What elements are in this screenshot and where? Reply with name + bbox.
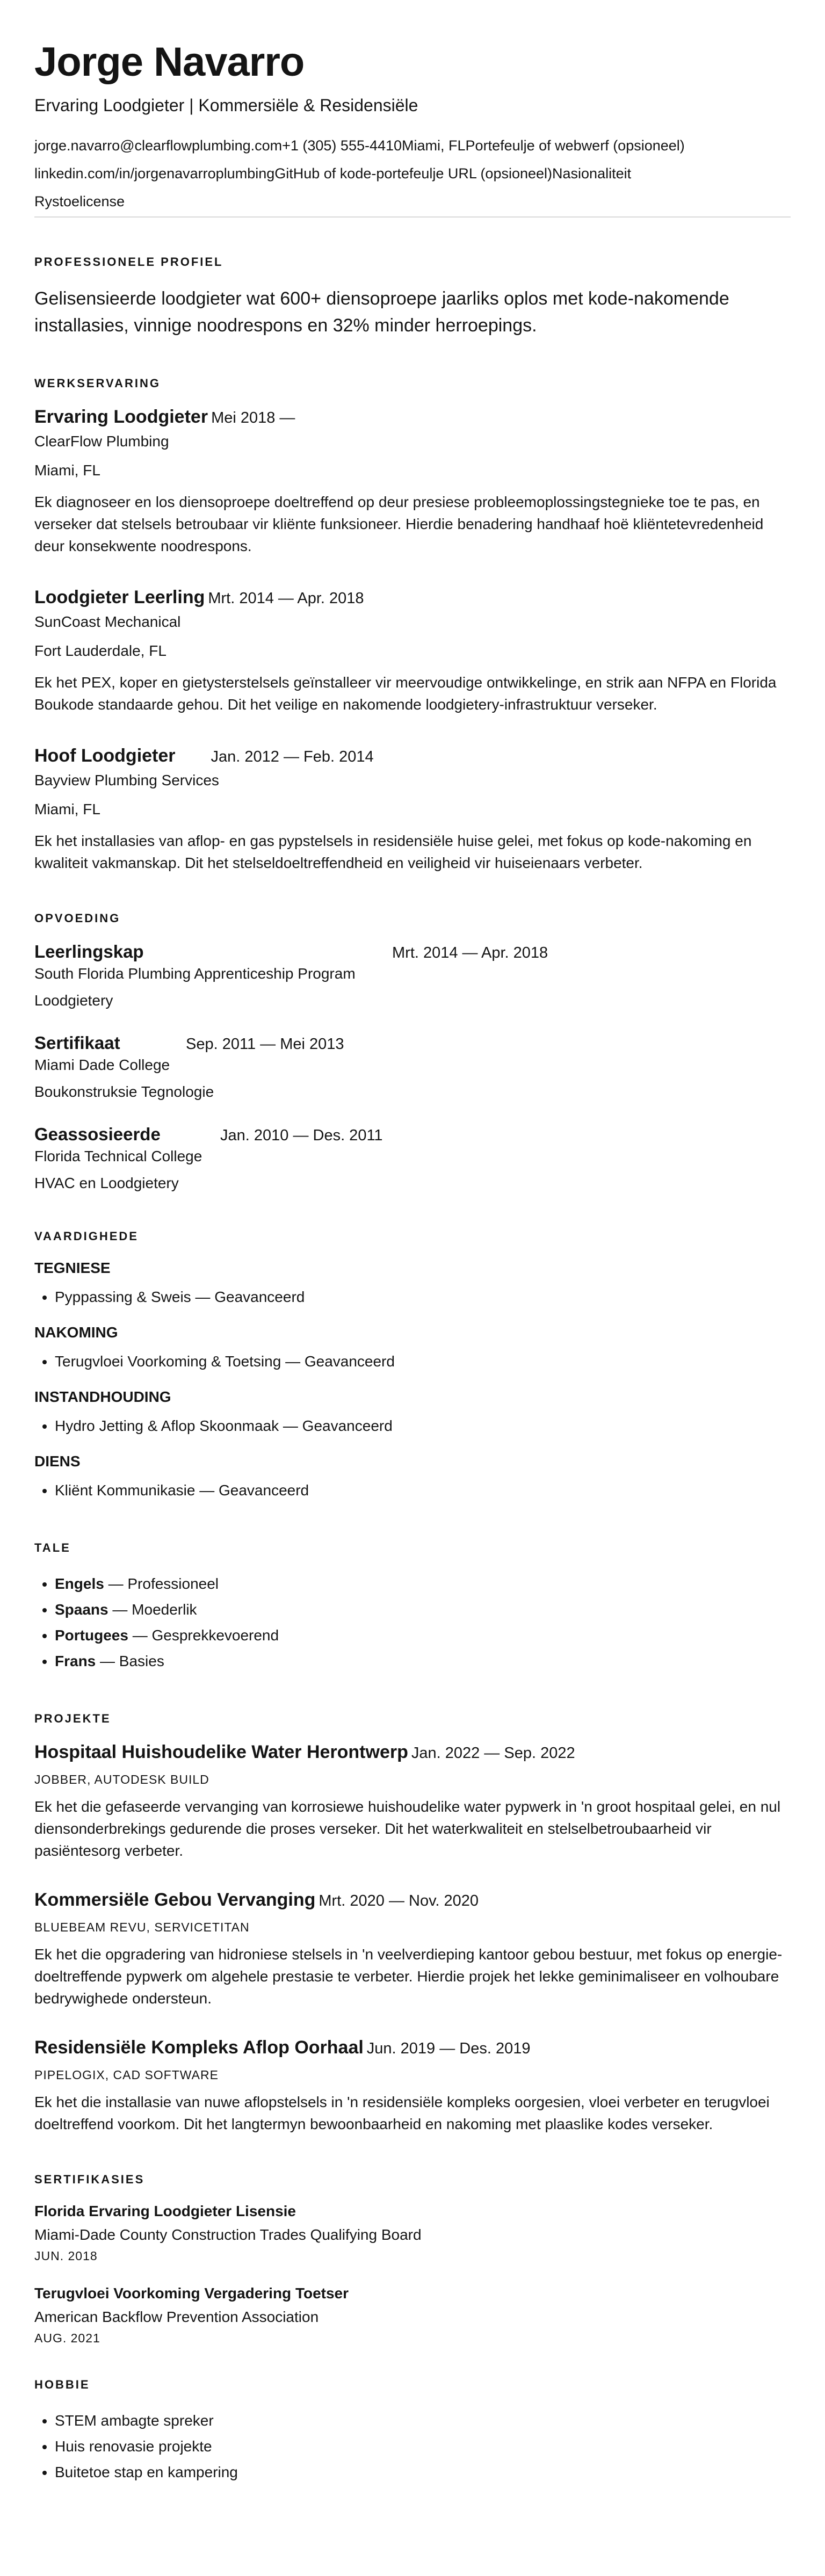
candidate-headline: Ervaring Loodgieter | Kommersiële & Residensiële [34, 95, 418, 115]
job-dates: Jan. 2012 — Feb. 2014 [211, 748, 374, 766]
skills-section [34, 1229, 791, 1503]
job-location: Miami, FL [34, 462, 100, 479]
skill-list [34, 1349, 791, 1374]
job-dates: Mei 2018 — [211, 409, 295, 427]
skill-item: • Kliënt Kommunikasie — Geavanceerd [55, 1478, 791, 1503]
language-item [55, 1623, 791, 1648]
certification-date: AUG. 2021 [34, 2331, 100, 2346]
resume-header [34, 41, 791, 218]
certification-name: Terugvloei Voorkoming Vergadering Toetser [34, 2285, 349, 2302]
skill-category: DIENS [34, 1453, 81, 1470]
field-of-study: Boukonstruksie Tegnologie [34, 1083, 214, 1101]
project-entry [34, 1890, 791, 2009]
job-company: Bayview Plumbing Services [34, 772, 219, 789]
language-name: Frans [55, 1653, 96, 1670]
section-title: TALE [34, 1541, 71, 1555]
language-item [55, 1571, 791, 1597]
education-entry [34, 1033, 791, 1101]
project-dates: Mrt. 2020 — Nov. 2020 [319, 1892, 479, 1910]
project-entry [34, 1742, 791, 1862]
project-name: Kommersiële Gebou Vervanging [34, 1890, 316, 1911]
certification-issuer: American Backflow Prevention Association [34, 2309, 319, 2326]
job-title: Hoof Loodgieter [34, 746, 176, 766]
language-level: — Gesprekkevoerend [128, 1627, 279, 1644]
contact-line-1 [34, 132, 791, 160]
certification-name: Florida Ervaring Loodgieter Lisensie [34, 2203, 296, 2220]
experience-entry [34, 746, 791, 874]
project-description: Ek het die installasie van nuwe aflopstelsels in 'n residensiële kompleks oorgesien, vloei verbeter en terugvloei doeltreffend voorkom. Dit het langtermyn bewoonbaarheid en nakoming met plaaslike kodes verseker. [34, 2094, 770, 2133]
language-name: Spaans [55, 1601, 108, 1618]
section-title: SERTIFIKASIES [34, 2173, 145, 2187]
job-description: Ek diagnoseer en los diensoproepe doeltreffend op deur presiese probleemoplossingstegnieke toe te pas, en verseker dat stelsels betroubaar vir kliënte funksioneer. Hierdie benadering handhaaf hoë kliëntetevredenheid deur konsekwente noodrespons. [34, 494, 764, 555]
section-title: HOBBIE [34, 2378, 90, 2392]
education-entry [34, 1124, 791, 1192]
school-name: South Florida Plumbing Apprenticeship Program [34, 965, 356, 982]
contact-line-2 [34, 160, 791, 187]
degree-title: Leerlingskap [34, 942, 144, 962]
school-name: Miami Dade College [34, 1057, 170, 1074]
hobbies-section [34, 2378, 791, 2485]
experience-section [34, 377, 791, 874]
language-name: Engels [55, 1575, 104, 1593]
education-section [34, 911, 791, 1192]
certification-entry [34, 2285, 791, 2346]
project-name: Residensiële Kompleks Aflop Oorhaal [34, 2037, 364, 2058]
degree-title: Geassosieerde [34, 1124, 161, 1145]
skill-category: INSTANDHOUDING [34, 1388, 171, 1406]
job-location: Miami, FL [34, 801, 100, 818]
section-title: VAARDIGHEDE [34, 1229, 139, 1243]
education-entry [34, 942, 791, 1009]
skill-item: • Terugvloei Voorkoming & Toetsing — Geavanceerd [55, 1349, 791, 1374]
language-level: — Moederlik [108, 1601, 197, 1618]
job-company: ClearFlow Plumbing [34, 433, 169, 450]
experience-entry [34, 407, 791, 557]
experience-entry [34, 587, 791, 715]
contact-github[interactable]: GitHub of kode-portefeulje URL (opsioneel) [274, 165, 553, 182]
contact-nationality: Nasionaliteit [552, 165, 632, 182]
education-dates: Mrt. 2014 — Apr. 2018 [392, 944, 548, 962]
languages-section [34, 1541, 791, 1674]
project-tools: PIPELOGIX, CAD SOFTWARE [34, 2068, 219, 2082]
contact-location: Miami, FL [402, 138, 466, 154]
profile-summary: Gelisensieerde loodgieter wat 600+ diensoproepe jaarliks oplos met kode-nakomende installasies, vinnige noodrespons en 32% minder herroepings. [34, 288, 729, 336]
project-description: Ek het die opgradering van hidroniese stelsels in 'n veelverdieping kantoor gebou bestuur, met fokus op energie-doeltreffende pypwerk om algehele prestasie te verbeter. Hierdie projek het lekke geminimaliseer en volhoubare bedrywighede ondersteun. [34, 1946, 783, 2007]
language-name: Portugees [55, 1627, 128, 1644]
education-dates: Jan. 2010 — Des. 2011 [220, 1127, 383, 1145]
language-level: — Professioneel [104, 1575, 219, 1593]
contact-portfolio[interactable]: Portefeulje of webwerf (opsioneel) [465, 138, 685, 154]
header-divider [34, 216, 791, 218]
project-description: Ek het die gefaseerde vervanging van korrosiewe huishoudelike water pypwerk in 'n groot hospitaal gelei, en nul diensonderbrekings gedurende die proses verseker. Dit het waterkwaliteit en stelselbetroubaarheid vir pasiëntesorg verbeter. [34, 1798, 781, 1859]
project-entry [34, 2037, 791, 2135]
field-of-study: Loodgietery [34, 992, 113, 1009]
language-level: — Basies [96, 1653, 164, 1670]
skill-item: • Hydro Jetting & Aflop Skoonmaak — Geavanceerd [55, 1413, 791, 1439]
project-dates: Jan. 2022 — Sep. 2022 [411, 1745, 575, 1762]
project-name: Hospitaal Huishoudelike Water Herontwerp [34, 1742, 408, 1763]
skill-category: NAKOMING [34, 1324, 118, 1341]
certification-issuer: Miami-Dade County Construction Trades Qualifying Board [34, 2226, 422, 2244]
job-dates: Mrt. 2014 — Apr. 2018 [208, 590, 364, 607]
project-tools: BLUEBEAM REVU, SERVICETITAN [34, 1920, 250, 1935]
contact-phone[interactable]: +1 (305) 555-4410 [282, 138, 402, 154]
job-title: Loodgieter Leerling [34, 587, 205, 608]
job-location: Fort Lauderdale, FL [34, 642, 167, 660]
skill-list [34, 1413, 791, 1439]
degree-title: Sertifikaat [34, 1033, 120, 1053]
candidate-name: Jorge Navarro [34, 39, 305, 85]
section-title: OPVOEDING [34, 911, 121, 925]
profile-section [34, 255, 791, 339]
job-title: Ervaring Loodgieter [34, 407, 208, 428]
project-dates: Jun. 2019 — Des. 2019 [366, 2040, 531, 2058]
hobby-item: • Buitetoe stap en kampering [55, 2459, 791, 2485]
certification-entry [34, 2203, 791, 2263]
hobby-item: • Huis renovasie projekte [55, 2434, 791, 2459]
contact-info [34, 132, 791, 215]
language-item [55, 1648, 791, 1674]
language-list [34, 1571, 791, 1674]
education-dates: Sep. 2011 — Mei 2013 [186, 1036, 344, 1053]
job-description: Ek het installasies van aflop- en gas pypstelsels in residensiële huise gelei, met fokus op kode-nakoming en kwaliteit vakmanskap. Dit het stelseldoeltreffendheid en veiligheid vir huiseienaars verbeter. [34, 833, 752, 872]
contact-email[interactable]: jorge.navarro@clearflowplumbing.com [34, 138, 283, 154]
contact-line-3 [34, 187, 791, 215]
language-item [55, 1597, 791, 1623]
skill-item: • Pyppassing & Sweis — Geavanceerd [55, 1284, 791, 1310]
job-company: SunCoast Mechanical [34, 613, 181, 631]
contact-linkedin[interactable]: linkedin.com/in/jorgenavarroplumbing [34, 165, 275, 182]
skill-category: TEGNIESE [34, 1260, 111, 1277]
project-tools: JOBBER, AUTODESK BUILD [34, 1772, 209, 1787]
section-title: PROFESSIONELE PROFIEL [34, 255, 223, 269]
school-name: Florida Technical College [34, 1148, 202, 1165]
skill-list [34, 1478, 791, 1503]
field-of-study: HVAC en Loodgietery [34, 1175, 179, 1192]
hobby-list [34, 2408, 791, 2485]
job-description: Ek het PEX, koper en gietysterstelsels geïnstalleer vir meervoudige ontwikkelinge, en strik aan NFPA en Florida Boukode standaarde gehou. Dit het veilige en nakomende loodgietery-infrastruktuur verseker. [34, 674, 777, 713]
skill-list [34, 1284, 791, 1310]
projects-section [34, 1712, 791, 2135]
certifications-section [34, 2173, 791, 2346]
certification-date: JUN. 2018 [34, 2249, 98, 2263]
contact-license: Rystoelicense [34, 193, 125, 210]
section-title: PROJEKTE [34, 1712, 111, 1726]
section-title: WERKSERVARING [34, 377, 161, 390]
hobby-item: • STEM ambagte spreker [55, 2408, 791, 2434]
